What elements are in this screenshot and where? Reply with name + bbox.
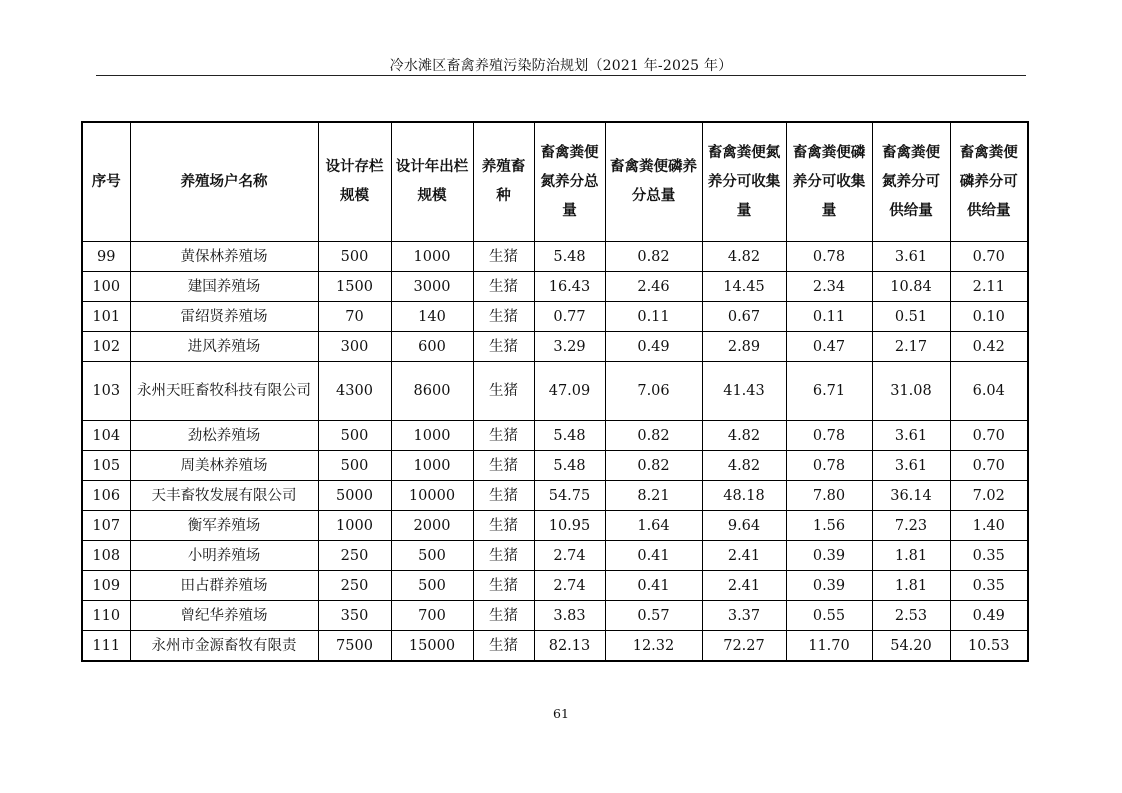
table-row [82, 631, 1028, 662]
p-supply-cell: 0.42 [950, 332, 1028, 362]
p-collectable-cell: 7.80 [786, 481, 872, 511]
header-divider [96, 75, 1026, 76]
n-total-cell: 3.83 [534, 601, 605, 631]
table-row [82, 601, 1028, 631]
n-supply-cell: 7.23 [872, 511, 950, 541]
col-header-stock: 设计存栏规模 [318, 122, 391, 242]
row-number-cell: 108 [82, 541, 130, 571]
row-number-cell: 105 [82, 451, 130, 481]
n-collectable-cell: 48.18 [702, 481, 786, 511]
p-collectable-cell: 0.47 [786, 332, 872, 362]
n-supply-cell: 3.61 [872, 242, 950, 272]
p-total-cell: 8.21 [605, 481, 702, 511]
species-cell: 生猪 [473, 272, 534, 302]
row-number-cell: 110 [82, 601, 130, 631]
p-total-cell: 0.82 [605, 451, 702, 481]
p-collectable-cell: 1.56 [786, 511, 872, 541]
p-collectable-cell: 0.78 [786, 421, 872, 451]
species-cell: 生猪 [473, 571, 534, 601]
p-supply-cell: 0.70 [950, 242, 1028, 272]
farm-name-cell: 天丰畜牧发展有限公司 [130, 481, 318, 511]
p-supply-cell: 0.49 [950, 601, 1028, 631]
p-supply-cell: 7.02 [950, 481, 1028, 511]
n-collectable-cell: 4.82 [702, 242, 786, 272]
col-header-name: 养殖场户名称 [130, 122, 318, 242]
n-supply-cell: 3.61 [872, 421, 950, 451]
farm-name-cell: 衡军养殖场 [130, 511, 318, 541]
n-collectable-cell: 0.67 [702, 302, 786, 332]
species-cell: 生猪 [473, 511, 534, 541]
n-supply-cell: 1.81 [872, 541, 950, 571]
design-stock-cell: 350 [318, 601, 391, 631]
p-supply-cell: 0.10 [950, 302, 1028, 332]
design-stock-cell: 300 [318, 332, 391, 362]
farm-nutrient-table [81, 121, 1029, 662]
n-supply-cell: 54.20 [872, 631, 950, 662]
col-header-p-collectable: 畜禽粪便磷养分可收集量 [786, 122, 872, 242]
table-row [82, 362, 1028, 421]
col-header-p-total: 畜禽粪便磷养分总量 [605, 122, 702, 242]
p-collectable-cell: 0.39 [786, 571, 872, 601]
design-annual-output-cell: 15000 [391, 631, 473, 662]
farm-name-cell: 永州天旺畜牧科技有限公司 [130, 362, 318, 421]
design-annual-output-cell: 1000 [391, 451, 473, 481]
p-total-cell: 0.41 [605, 571, 702, 601]
design-annual-output-cell: 3000 [391, 272, 473, 302]
n-collectable-cell: 4.82 [702, 451, 786, 481]
design-annual-output-cell: 500 [391, 571, 473, 601]
page-header-title: 冷水滩区畜禽养殖污染防治规划（2021 年-2025 年） [389, 58, 733, 74]
n-supply-cell: 2.53 [872, 601, 950, 631]
p-total-cell: 12.32 [605, 631, 702, 662]
p-supply-cell: 10.53 [950, 631, 1028, 662]
table-row [82, 451, 1028, 481]
p-collectable-cell: 0.78 [786, 451, 872, 481]
species-cell: 生猪 [473, 631, 534, 662]
p-total-cell: 0.57 [605, 601, 702, 631]
n-total-cell: 5.48 [534, 451, 605, 481]
species-cell: 生猪 [473, 421, 534, 451]
table-row [82, 541, 1028, 571]
col-header-no: 序号 [82, 122, 130, 242]
n-total-cell: 2.74 [534, 571, 605, 601]
design-stock-cell: 4300 [318, 362, 391, 421]
species-cell: 生猪 [473, 302, 534, 332]
farm-name-cell: 劲松养殖场 [130, 421, 318, 451]
n-collectable-cell: 4.82 [702, 421, 786, 451]
n-total-cell: 5.48 [534, 242, 605, 272]
row-number-cell: 102 [82, 332, 130, 362]
species-cell: 生猪 [473, 332, 534, 362]
n-collectable-cell: 3.37 [702, 601, 786, 631]
col-header-n-total: 畜禽粪便氮养分总量 [534, 122, 605, 242]
species-cell: 生猪 [473, 481, 534, 511]
p-total-cell: 2.46 [605, 272, 702, 302]
table-row [82, 421, 1028, 451]
p-supply-cell: 6.04 [950, 362, 1028, 421]
design-stock-cell: 500 [318, 421, 391, 451]
row-number-cell: 101 [82, 302, 130, 332]
p-total-cell: 0.11 [605, 302, 702, 332]
design-stock-cell: 7500 [318, 631, 391, 662]
p-total-cell: 7.06 [605, 362, 702, 421]
row-number-cell: 100 [82, 272, 130, 302]
farm-name-cell: 进风养殖场 [130, 332, 318, 362]
col-header-annual-output: 设计年出栏规模 [391, 122, 473, 242]
farm-name-cell: 建国养殖场 [130, 272, 318, 302]
n-total-cell: 82.13 [534, 631, 605, 662]
n-collectable-cell: 9.64 [702, 511, 786, 541]
table-row [82, 332, 1028, 362]
p-supply-cell: 2.11 [950, 272, 1028, 302]
design-stock-cell: 70 [318, 302, 391, 332]
table-row [82, 302, 1028, 332]
design-stock-cell: 500 [318, 451, 391, 481]
design-annual-output-cell: 8600 [391, 362, 473, 421]
p-supply-cell: 0.35 [950, 541, 1028, 571]
row-number-cell: 99 [82, 242, 130, 272]
n-total-cell: 3.29 [534, 332, 605, 362]
design-annual-output-cell: 140 [391, 302, 473, 332]
species-cell: 生猪 [473, 362, 534, 421]
n-supply-cell: 3.61 [872, 451, 950, 481]
p-total-cell: 0.41 [605, 541, 702, 571]
row-number-cell: 111 [82, 631, 130, 662]
table-row [82, 571, 1028, 601]
design-annual-output-cell: 500 [391, 541, 473, 571]
n-total-cell: 47.09 [534, 362, 605, 421]
design-annual-output-cell: 700 [391, 601, 473, 631]
n-collectable-cell: 2.41 [702, 541, 786, 571]
n-collectable-cell: 14.45 [702, 272, 786, 302]
design-stock-cell: 1000 [318, 511, 391, 541]
p-supply-cell: 0.70 [950, 451, 1028, 481]
farm-name-cell: 雷绍贤养殖场 [130, 302, 318, 332]
farm-name-cell: 小明养殖场 [130, 541, 318, 571]
table-row [82, 272, 1028, 302]
p-collectable-cell: 0.78 [786, 242, 872, 272]
row-number-cell: 104 [82, 421, 130, 451]
p-total-cell: 0.82 [605, 421, 702, 451]
n-supply-cell: 10.84 [872, 272, 950, 302]
farm-name-cell: 田占群养殖场 [130, 571, 318, 601]
farm-name-cell: 永州市金源畜牧有限责 [130, 631, 318, 662]
p-supply-cell: 1.40 [950, 511, 1028, 541]
p-total-cell: 0.82 [605, 242, 702, 272]
p-total-cell: 1.64 [605, 511, 702, 541]
n-total-cell: 0.77 [534, 302, 605, 332]
design-annual-output-cell: 600 [391, 332, 473, 362]
n-collectable-cell: 41.43 [702, 362, 786, 421]
col-header-species: 养殖畜种 [473, 122, 534, 242]
row-number-cell: 109 [82, 571, 130, 601]
row-number-cell: 103 [82, 362, 130, 421]
table-row [82, 481, 1028, 511]
n-total-cell: 54.75 [534, 481, 605, 511]
n-supply-cell: 31.08 [872, 362, 950, 421]
p-collectable-cell: 0.11 [786, 302, 872, 332]
row-number-cell: 107 [82, 511, 130, 541]
n-supply-cell: 2.17 [872, 332, 950, 362]
n-total-cell: 10.95 [534, 511, 605, 541]
design-stock-cell: 5000 [318, 481, 391, 511]
n-total-cell: 16.43 [534, 272, 605, 302]
col-header-p-supply: 畜禽粪便磷养分可供给量 [950, 122, 1028, 242]
p-collectable-cell: 6.71 [786, 362, 872, 421]
design-stock-cell: 500 [318, 242, 391, 272]
row-number-cell: 106 [82, 481, 130, 511]
p-collectable-cell: 0.55 [786, 601, 872, 631]
design-annual-output-cell: 10000 [391, 481, 473, 511]
p-collectable-cell: 11.70 [786, 631, 872, 662]
p-collectable-cell: 0.39 [786, 541, 872, 571]
page-number: 61 [553, 706, 569, 721]
n-supply-cell: 1.81 [872, 571, 950, 601]
farm-name-cell: 黄保林养殖场 [130, 242, 318, 272]
table-row [82, 511, 1028, 541]
n-collectable-cell: 2.89 [702, 332, 786, 362]
n-supply-cell: 0.51 [872, 302, 950, 332]
design-stock-cell: 250 [318, 571, 391, 601]
species-cell: 生猪 [473, 242, 534, 272]
table-header-row [82, 122, 1028, 242]
n-collectable-cell: 72.27 [702, 631, 786, 662]
species-cell: 生猪 [473, 541, 534, 571]
design-annual-output-cell: 1000 [391, 421, 473, 451]
farm-name-cell: 周美林养殖场 [130, 451, 318, 481]
species-cell: 生猪 [473, 451, 534, 481]
n-total-cell: 5.48 [534, 421, 605, 451]
col-header-n-collectable: 畜禽粪便氮养分可收集量 [702, 122, 786, 242]
design-stock-cell: 1500 [318, 272, 391, 302]
design-annual-output-cell: 1000 [391, 242, 473, 272]
n-total-cell: 2.74 [534, 541, 605, 571]
p-supply-cell: 0.70 [950, 421, 1028, 451]
p-total-cell: 0.49 [605, 332, 702, 362]
design-annual-output-cell: 2000 [391, 511, 473, 541]
col-header-n-supply: 畜禽粪便氮养分可供给量 [872, 122, 950, 242]
n-supply-cell: 36.14 [872, 481, 950, 511]
table-row [82, 242, 1028, 272]
farm-name-cell: 曾纪华养殖场 [130, 601, 318, 631]
species-cell: 生猪 [473, 601, 534, 631]
p-collectable-cell: 2.34 [786, 272, 872, 302]
n-collectable-cell: 2.41 [702, 571, 786, 601]
p-supply-cell: 0.35 [950, 571, 1028, 601]
design-stock-cell: 250 [318, 541, 391, 571]
